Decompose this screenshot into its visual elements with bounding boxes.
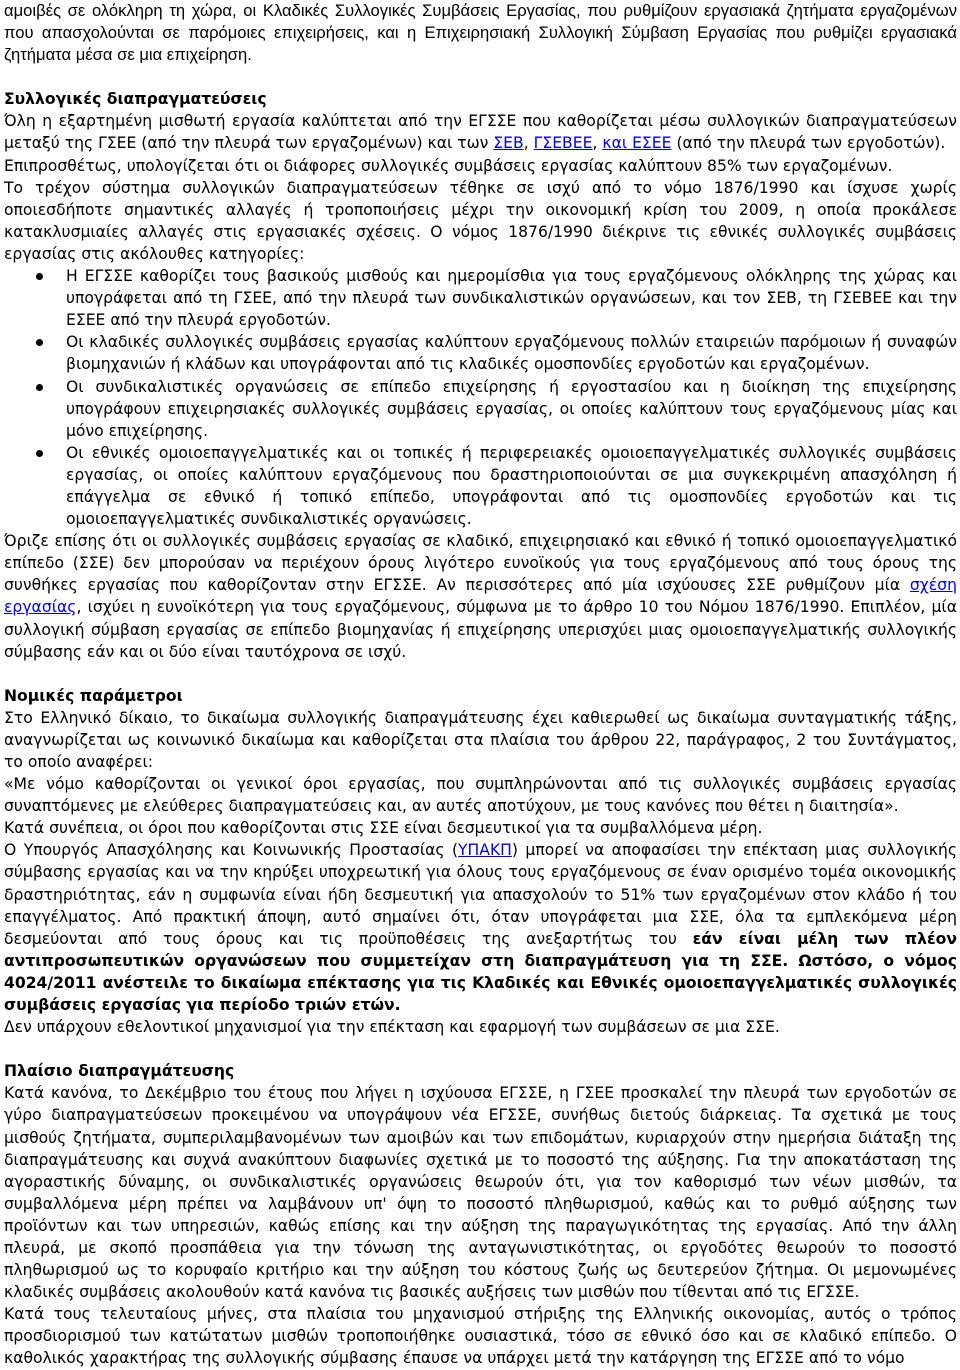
text-run: Όλη η εξαρτημένη μισθωτή εργασία καλύπτεται από την ΕΓΣΣΕ που καθορίζεται μέσω συλλογικών διαπραγματεύσεων μεταξύ της ΓΣΕΕ (από την πλευρά των εργαζομένων) και των	[4, 112, 957, 153]
text-run: ,	[523, 134, 534, 153]
link-esee[interactable]: και ΕΣΕΕ	[602, 134, 672, 153]
list-item: Οι εθνικές ομοιοεπαγγελματικές και οι τοπικές ή περιφερειακές ομοιοεπαγγελματικές συλλογικές συμβάσεις εργασίας, οι οποίες καλύπτουν εργαζόμενους που δραστηριοποιούνται σε μια συγκεκριμένη απασχόληση ή επάγγελμα σε εθνικό ή τοπικό επίπεδο, υπογράφονται από τις ομοσπονδίες εργοδοτών και τις ομοιοεπαγγελματικές συνδικαλιστικές οργανώσεις.	[66, 442, 957, 530]
text-run: , ισχύει η ευνοϊκότερη για τους εργαζόμενους, σύμφωνα με το άρθρο 10 του Νόμου 1876/1990. Επιπλέον, μία συλλογική σύμβαση εργασίας σε επίπεδο βιομηχανίας ή επιχείρησης υπερισχύει μιας ομοιοεπαγγελματικής συλλογικής σύμβασης εάν και οι δύο είναι ταυτόχρονα σε ισχύ.	[4, 598, 957, 661]
paragraph-quote: «Με νόμο καθορίζονται οι γενικοί όροι εργασίας, που συμπληρώνονται από τις συλλογικές συμβάσεις εργασίας συναπτόμενες με ελεύθερες διαπραγματεύσεις και, αν αυτές αποτύχουν, με τους κανόνες που θέτει η διαιτησία».	[4, 775, 957, 816]
paragraph-law-1876: Το τρέχον σύστημα συλλογικών διαπραγματεύσεων τέθηκε σε ισχύ από το νόμο 1876/1990 και ίσχυσε χωρίς οποιεσδήποτε σημαντικές αλλαγές ή τροποποιήσεις μέχρι την οικονομική κρίση του 2009, η οποία προκάλεσε κατακλυσμιαίες αλλαγές στις εργασιακές σχέσεις. Ο νόμος 1876/1990 διέκρινε τις εθνικές συλλογικές συμβάσεις εργασίας στις ακόλουθες κατηγορίες:	[4, 178, 957, 263]
section-heading-legal-parameters: Νομικές παράμετροι	[4, 686, 183, 705]
bold-text-run: εάν είναι μέλη των πλέον αντιπροσωπευτικών οργανώσεων που συμμετείχαν στη διαπραγμάτευση για τη ΣΣΕ. Ωστόσο, ο νόμος 4024/2011 ανέστειλε το δικαίωμα επέκτασης για τις Κλαδικές και Εθνικές ομοιοεπαγγελματικές συλλογικές συμβάσεις εργασίας για περίοδο τριών ετών.	[4, 929, 957, 1015]
text-run: ) μπορεί να αποφασίσει την επέκταση μιας συλλογικής σύμβασης εργασίας και να την κηρύξει υποχρεωτική για όλους τους εργαζόμενους σε έναν ορισμένο τομέα οικονομικής δραστηριότητας, εάν η συμφωνία είναι ήδη δεσμευτική για απασχολούν το 51% των εργαζομένων στον κλάδο ή του επαγγέλματος. Από πρακτική άποψη, αυτό σημαίνει ότι, όταν υπογράφεται μια ΣΣΕ, όλα τα εμπλεκόμενα μέρη δεσμεύονται από τους όρους και τις προϋποθέσεις της ανεξαρτήτως του	[4, 841, 957, 948]
category-list	[4, 265, 957, 530]
text-run: (από την πλευρά των εργοδοτών).	[671, 134, 946, 153]
list-item: Οι συνδικαλιστικές οργανώσεις σε επίπεδο επιχείρησης ή εργοστασίου και η διοίκηση της επιχείρησης υπογράφουν επιχειρησιακές συλλογικές συμβάσεις εργασίας, οι οποίες καλύπτουν τους εργαζόμενους μίας και μόνο επιχείρησης.	[66, 376, 957, 442]
link-sev[interactable]: ΣΕΒ	[493, 134, 524, 153]
spacer	[4, 66, 957, 88]
paragraph-constitution: Στο Ελληνικό δίκαιο, το δικαίωμα συλλογικής διαπραγμάτευσης έχει καθιερωθεί ως δικαίωμα συνταγματικής τάξης, αναγνωρίζεται ως κοινωνικό δικαίωμα και καθορίζεται στα πλαίσια του άρθρου 22, παράγραφος, 2 του Συντάγματος, το οποίο αναφέρει:	[4, 708, 957, 771]
link-gsevee[interactable]: ΓΣΕΒΕΕ	[533, 134, 593, 153]
paragraph-december-round: Κατά κανόνα, το Δεκέμβριο του έτους που λήγει η ισχύουσα ΕΓΣΣΕ, η ΓΣΕΕ προσκαλεί την πλευρά των εργοδοτών σε γύρο διαπραγματεύσεων προκειμένου να υπογράψουν νέα ΕΓΣΣΕ, συνήθως διετούς διάρκειας. Τα σχετικά με τους μισθούς ζητήματα, συμπεριλαμβανομένων των αμοιβών και των επιδομάτων, κυριαρχούν στην ημερήσια διάταξη της διαπραγμάτευσης και συχνά ανακύπτουν διαφωνίες σχετικά με το ποσοστό της αύξησης. Για την αποκατάσταση της αγοραστικής δύναμης, οι συνδικαλιστικές οργανώσεις θεωρούν ότι, για τον καθορισμό των νέων μισθών, τα συμβαλλόμενα μέρη πρέπει να λαμβάνουν υπ' όψη το ποσοστό πληθωρισμού, καθώς και το ρυθμό αύξησης των προϊόντων και των υπηρεσιών, καθώς επίσης και την αύξηση της παραγωγικότητας της εργασίας. Από την άλλη πλευρά, με σκοπό προσπάθεια για την τόνωση της ανταγωνιστικότητας, οι εργοδότες θεωρούν το ποσοστό πληθωρισμού ως το κορυφαίο κριτήριο και την αύξηση του κόστους ζωής ως δευτερεύον ζήτημα. Οι μεμονωμένες κλαδικές συμβάσεις ακολουθούν κατά κανόνα τις βασικές αυξήσεις των μισθών που τίθενται από τις ΕΓΣΣΕ.	[4, 1084, 957, 1302]
spacer	[4, 663, 957, 685]
text-run: Ο Υπουργός Απασχόλησης και Κοινωνικής Προστασίας (	[4, 841, 459, 860]
list-item: Η ΕΓΣΣΕ καθορίζει τους βασικούς μισθούς και ημερομίσθια για τους εργαζόμενους ολόκληρης της χώρας και υπογράφεται από τη ΓΣΕΕ, από την πλευρά των συνδικαλιστικών οργανώσεων, και τον ΣΕΒ, τη ΓΣΕΒΕΕ και την ΕΣΕΕ από την πλευρά εργοδοτών.	[66, 265, 957, 331]
section-heading-collective-bargaining: Συλλογικές διαπραγματεύσεις	[4, 90, 267, 109]
spacer	[4, 1038, 957, 1060]
list-item: Οι κλαδικές συλλογικές συμβάσεις εργασίας καλύπτουν εργαζόμενους πολλών εταιρειών παρόμοιων ή συναφών βιομηχανιών ή κλάδων και υπογράφονται από τις κλαδικές ομοσπονδίες εργοδοτών και εργαζομένων.	[66, 331, 957, 375]
intro-paragraph: αμοιβές σε ολόκληρη τη χώρα, οι Κλαδικές Συλλογικές Συμβάσεις Εργασίας, που ρυθμίζουν εργασιακά ζητήματα εργαζομένων που απασχολούνται σε παρόμοιες επιχειρήσεις, και η Επιχειρησιακή Συλλογική Σύμβαση Εργασίας που ρυθμίζει εργασιακά ζητήματα μέσα σε μια επιχείρηση.	[4, 1, 957, 65]
text-run: Όριζε επίσης ότι οι συλλογικές συμβάσεις εργασίας σε κλαδικό, επιχειρησιακό και εθνικό ή τοπικό ομοιοεπαγγελματικό επίπεδο (ΣΣΕ) δεν μπορούσαν να περιέχουν όρους λιγότερο ευνοϊκούς για τους εργαζόμενους από τους όρους της συνθήκες εργασίας που καθορίζονταν στην ΕΓΣΣΕ. Αν περισσότερες από μία ισχύουσες ΣΣΕ ρυθμίζουν μία	[4, 532, 957, 595]
paragraph-recent-months: Κατά τους τελευταίους μήνες, στα πλαίσια του μηχανισμού στήριξης της Ελληνικής οικονομίας, αυτός ο τρόπος προσδιορισμού των κατώτατων μισθών τροποποιήθηκε ουσιαστικά, τόσο σε εθνικό όσο και σε κλαδικό επίπεδο. Ο καθολικός χαρακτήρας της συλλογικής σύμβασης έπαυσε να υπάρχει μετά την κατάργηση της ΕΓΣΣΕ από το νόμο	[4, 1305, 957, 1368]
link-employment-relation[interactable]: σχέση εργασίας	[4, 576, 957, 617]
paragraph-85-percent: Επιπροσθέτως, υπολογίζεται ότι οι διάφορες συλλογικές συμβάσεις εργασίας καλύπτουν 85% των εργαζομένων.	[4, 156, 893, 175]
paragraph-binding: Κατά συνέπεια, οι όροι που καθορίζονται στις ΣΣΕ είναι δεσμευτικοί για τα συμβαλλόμενα μέρη.	[4, 819, 763, 838]
section-heading-bargaining-framework: Πλαίσιο διαπραγμάτευσης	[4, 1062, 235, 1081]
link-ypakp[interactable]: ΥΠΑΚΠ	[458, 841, 512, 860]
paragraph-voluntary: Δεν υπάρχουν εθελοντικοί μηχανισμοί για την επέκταση και εφαρμογή των συμβάσεων σε μια ΣΣΕ.	[4, 1018, 780, 1037]
paragraph-favourable-terms	[4, 530, 957, 663]
text-run: ,	[592, 134, 603, 153]
paragraph-coverage	[4, 110, 957, 154]
paragraph-extension	[4, 839, 957, 1016]
